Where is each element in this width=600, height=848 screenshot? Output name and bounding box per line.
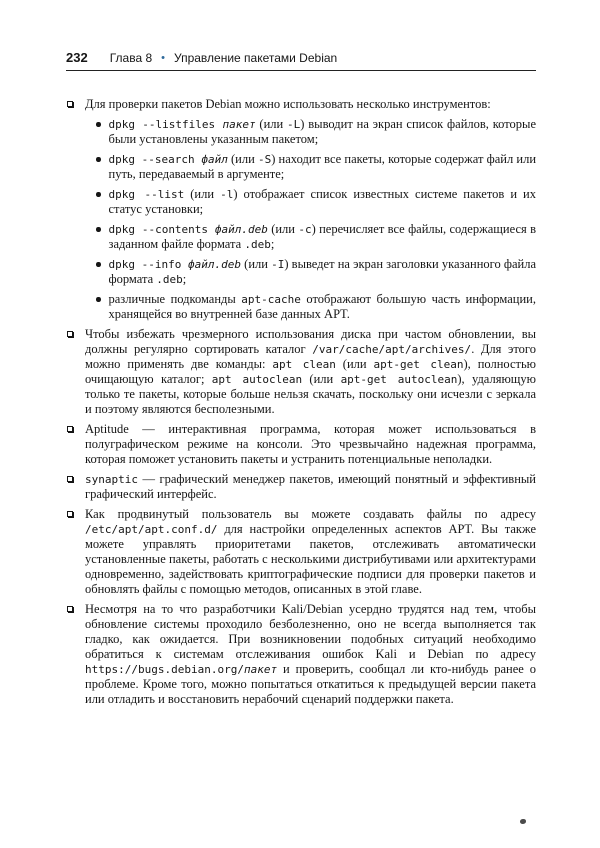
list-item xyxy=(66,472,536,502)
square-bullet-icon xyxy=(67,101,73,107)
square-bullet-icon xyxy=(67,426,73,432)
list-item-text: Для проверки пакетов Debian можно использовать несколько инструментов: xyxy=(85,97,491,111)
sub-list-item-text: dpkg --contents файл.deb (или -c) перечисляет все файлы, содержащиеся в заданном файле формата .deb; xyxy=(108,222,536,251)
list-item xyxy=(66,507,536,597)
scan-artifact xyxy=(520,819,526,824)
header-rule xyxy=(66,70,536,71)
sub-list-item-text: dpkg --search файл (или -S) находит все пакеты, которые содержат файл или путь, передаваемый в аргументе; xyxy=(108,152,537,181)
dot-bullet-icon xyxy=(96,297,101,302)
header-separator-icon: • xyxy=(161,52,165,64)
dot-bullet-icon xyxy=(96,262,101,267)
dot-bullet-icon xyxy=(96,192,101,197)
page-content xyxy=(66,97,536,707)
dot-bullet-icon xyxy=(96,122,101,127)
list-item xyxy=(66,602,536,707)
square-bullet-icon xyxy=(67,511,73,517)
square-bullet-icon xyxy=(67,331,73,337)
square-bullet-icon xyxy=(67,476,73,482)
chapter-title: Управление пакетами Debian xyxy=(173,51,338,65)
list-item-text: synaptic — графический менеджер пакетов, имеющий понятный и эффективный графический интерфейс. xyxy=(85,472,536,501)
dot-bullet-icon xyxy=(96,227,101,232)
sub-list-item xyxy=(96,222,536,252)
page-header xyxy=(66,50,536,70)
sub-list-item xyxy=(96,117,536,147)
sub-list-item xyxy=(96,152,536,182)
sub-list-item xyxy=(96,257,536,287)
sub-list-item xyxy=(96,292,536,322)
sub-list xyxy=(96,117,536,322)
list-item xyxy=(66,422,536,467)
list-item xyxy=(66,327,536,417)
chapter-label: Глава 8 xyxy=(109,51,153,65)
sub-list-item xyxy=(96,187,536,217)
sub-list-item-text: dpkg --info файл.deb (или -I) выведет на экран заголовки указанного файла формата .deb; xyxy=(108,257,537,286)
list-item xyxy=(66,97,536,112)
list-item-text: Как продвинутый пользователь вы можете создавать файлы по адресу /etc/apt/apt.conf.d/ для настройки определенных аспектов APT. Вы также можете управлять приоритетами пакетов, отслеживать автоматически установленные пакеты, работать с несколькими дистрибутивами или архитектурами одновременно, задействовать криптографические подписи для проверки пакетов и обновлять файлы с помощью методов, описанных в этой главе. xyxy=(85,507,536,596)
page-number: 232 xyxy=(66,50,88,65)
sub-list-item-text: dpkg --list (или -l) отображает список известных системе пакетов и их статус установки; xyxy=(108,187,536,216)
dot-bullet-icon xyxy=(96,157,101,162)
sub-list-item-text: dpkg --listfiles пакет (или -L) выводит на экран список файлов, которые были установлены указанным пакетом; xyxy=(108,117,536,146)
list-item-text: Aptitude — интерактивная программа, которая может использоваться в полуграфическом режиме на консоли. Это чрезвычайно надежная программа, которая поможет установить пакеты и устранить потенциальные неполадки. xyxy=(85,422,536,466)
square-bullet-icon xyxy=(67,606,73,612)
list-item-text: Несмотря на то что разработчики Kali/Debian усердно трудятся над тем, чтобы обновление системы проходило безболезненно, оно не всегда выполняется так гладко, как ожидается. При возникновении подобных ситуаций необходимо обратиться к системам отслеживания ошибок Kali и Debian по адресу https://bugs.debian.org/пакет и проверить, сообщал ли кто-нибудь ранее о проблеме. Кроме того, можно попытаться откатиться к предыдущей версии пакета или отладить и восстановить нерабочий сценарий поддержки пакета. xyxy=(85,602,536,706)
sub-list-item-text: различные подкоманды apt-cache отображают большую часть информации, хранящейся во внутренней базе данных APT. xyxy=(108,292,536,321)
list-item-text: Чтобы избежать чрезмерного использования диска при частом обновлении, вы должны регулярно сортировать каталог /var/cache/apt/archives/. Для этого можно применять две команды: apt clean (или apt-get clean), полностью очищающую каталог; apt autoclean (или apt-get autoclean), удаляющую только те пакеты, которые больше нельзя скачать, поскольку они исчезли с зеркала и поэтому являются бесполезными. xyxy=(85,327,537,416)
